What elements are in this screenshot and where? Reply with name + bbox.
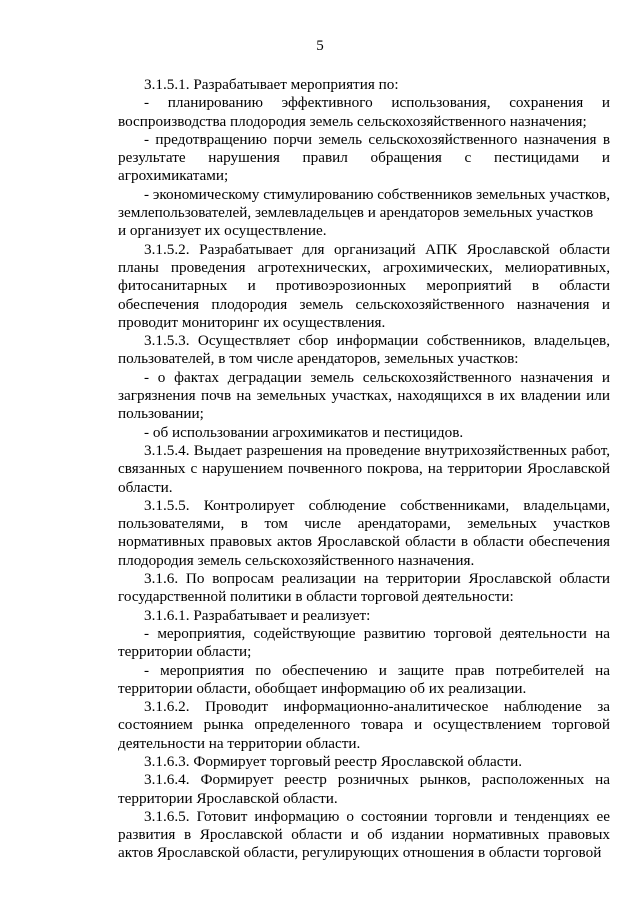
paragraph: 3.1.6.5. Готовит информацию о состоянии торговли и тенденциях ее развития в Ярославской области и об издании нормативных правовых актов Ярославской области, регулирующих отношения в области торговой [118,807,610,862]
paragraph: 3.1.5.5. Контролирует соблюдение собственниками, владельцами, пользователями, в том числе арендаторами, земельных участков нормативных правовых актов Ярославской области в области обеспечения плодородия земель сельскохозяйственного назначения. [118,496,610,569]
paragraph: 3.1.6.3. Формирует торговый реестр Ярославской области. [144,752,523,770]
paragraph: 3.1.5.2. Разрабатывает для организаций АПК Ярославской области планы проведения агротехнических, агрохимических, мелиоративных, фитосанитарных и противоэрозионных мероприятий в области обеспечения плодородия земель сельскохозяйственного назначения и проводит мониторинг их осуществления. [118,240,610,331]
paragraph: 3.1.5.4. Выдает разрешения на проведение внутрихозяйственных работ, связанных с нарушением почвенного покрова, на территории Ярославской области. [118,441,610,496]
paragraph: 3.1.6.1. Разрабатывает и реализует: [144,606,371,624]
paragraph: - экономическому стимулированию собственников земельных участков, землепользователей, землевладельцев и арендаторов земельных участков [118,185,610,222]
page-number: 5 [316,38,324,54]
paragraph: - мероприятия по обеспечению и защите прав потребителей на территории области, обобщает информацию об их реализации. [118,661,610,697]
paragraph: и организует их осуществление. [118,222,327,240]
paragraph: 3.1.6. По вопросам реализации на территории Ярославской области государственной политики в области торговой деятельности: [118,570,610,606]
paragraph: 3.1.5.3. Осуществляет сбор информации собственников, владельцев, пользователей, в том числе арендаторов, земельных участков: [118,332,610,368]
document-body [118,76,610,863]
paragraph: 3.1.5.1. Разрабатывает мероприятия по: [144,76,399,93]
paragraph: 3.1.6.2. Проводит информационно-аналитическое наблюдение за состоянием рынка определенного товара и осуществлением торговой деятельности на территории области. [118,698,610,752]
paragraph: 3.1.6.4. Формирует реестр розничных рынков, расположенных на территории Ярославской области. [118,771,610,807]
paragraph: - планированию эффективного использования, сохранения и воспроизводства плодородия земель сельскохозяйственного назначения; [118,94,610,130]
paragraph: - о фактах деградации земель сельскохозяйственного назначения и загрязнения почв на земельных участках, находящихся в их владении или пользовании; [118,368,610,423]
paragraph: - об использовании агрохимикатов и пестицидов. [144,423,464,441]
paragraph: - предотвращению порчи земель сельскохозяйственного назначения в результате нарушения правил обращения с пестицидами и агрохимикатами; [118,130,610,185]
paragraph: - мероприятия, содействующие развитию торговой деятельности на территории области; [118,624,610,661]
